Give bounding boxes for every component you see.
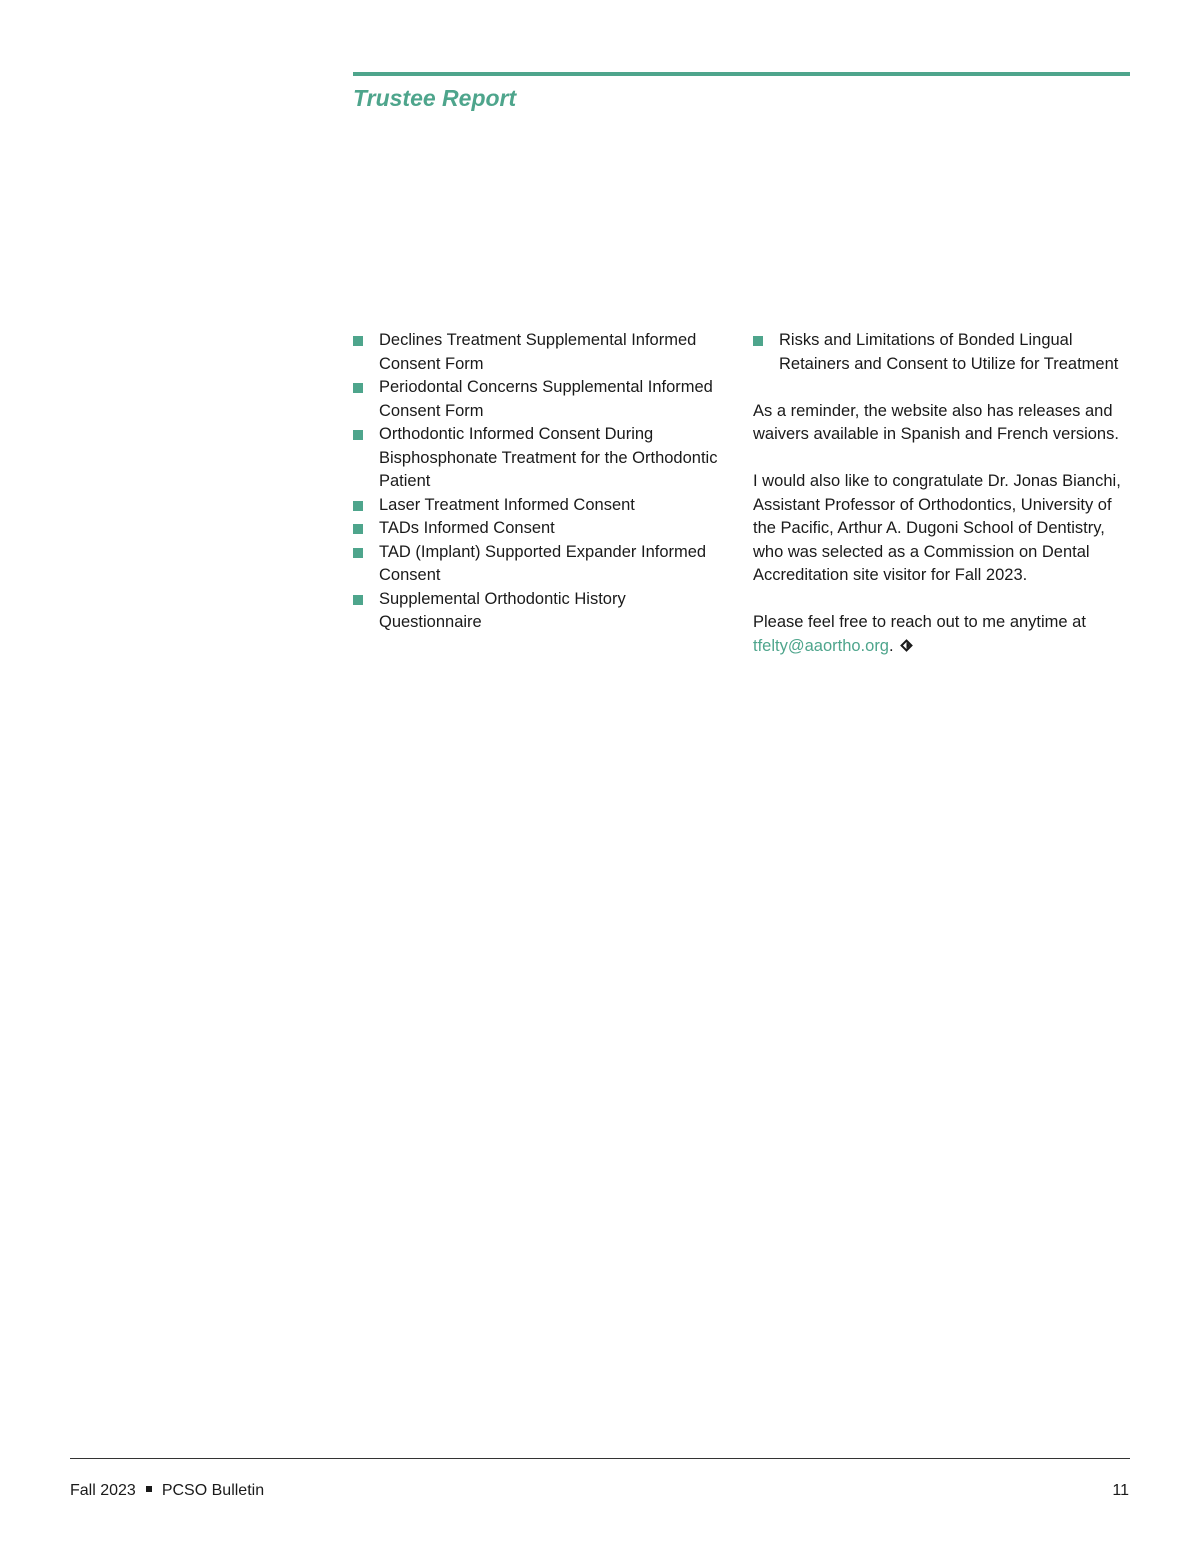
contact-paragraph	[753, 611, 1133, 658]
list-item: Orthodontic Informed Consent During Bisphosphonate Treatment for the Orthodontic Patient	[353, 423, 728, 494]
paragraph-spacer	[753, 447, 1133, 471]
footer-issue: Fall 2023	[70, 1482, 136, 1499]
list-item: Risks and Limitations of Bonded Lingual Retainers and Consent to Utilize for Treatment	[753, 329, 1133, 376]
header-rule	[353, 72, 1130, 76]
square-bullet-icon	[353, 383, 363, 393]
list-item: Supplemental Orthodontic History Questionnaire	[353, 588, 728, 635]
list-item: Periodontal Concerns Supplemental Informed Consent Form	[353, 376, 728, 423]
contact-prefix: Please feel free to reach out to me anytime at	[753, 613, 1086, 631]
list-item: TAD (Implant) Supported Expander Informed Consent	[353, 541, 728, 588]
paragraph-spacer	[753, 588, 1133, 612]
list-item: Declines Treatment Supplemental Informed Consent Form	[353, 329, 728, 376]
paragraph-spacer	[753, 376, 1133, 400]
contact-suffix: .	[889, 636, 894, 655]
section-title: Trustee Report	[353, 85, 517, 111]
square-bullet-icon	[353, 524, 363, 534]
congratulations-paragraph: I would also like to congratulate Dr. Jonas Bianchi, Assistant Professor of Orthodontics, University of the Pacific, Arthur A. Dugoni School of Dentistry, who was selected as a Commission on Dental Accreditation site visitor for Fall 2023.	[753, 472, 1121, 584]
footer-rule	[70, 1458, 1130, 1459]
square-bullet-icon	[353, 548, 363, 558]
footer-issue-info	[70, 1480, 264, 1502]
square-separator-icon	[146, 1486, 152, 1492]
end-of-article-icon	[900, 639, 913, 652]
reminder-paragraph: As a reminder, the website also has releases and waivers available in Spanish and French versions.	[753, 401, 1119, 443]
list-item: TADs Informed Consent	[353, 517, 728, 541]
right-column	[753, 329, 1133, 658]
page-number: 11	[1112, 1482, 1129, 1499]
square-bullet-icon	[353, 336, 363, 346]
square-bullet-icon	[753, 336, 763, 346]
retainer-consent-list	[753, 329, 1133, 376]
left-column	[353, 329, 728, 635]
square-bullet-icon	[353, 595, 363, 605]
contact-email-link[interactable]: tfelty@aaortho.org	[753, 636, 889, 655]
square-bullet-icon	[353, 430, 363, 440]
list-item: Laser Treatment Informed Consent	[353, 494, 728, 518]
footer-publication: PCSO Bulletin	[161, 1482, 265, 1499]
consent-forms-list	[353, 329, 728, 635]
square-bullet-icon	[353, 501, 363, 511]
